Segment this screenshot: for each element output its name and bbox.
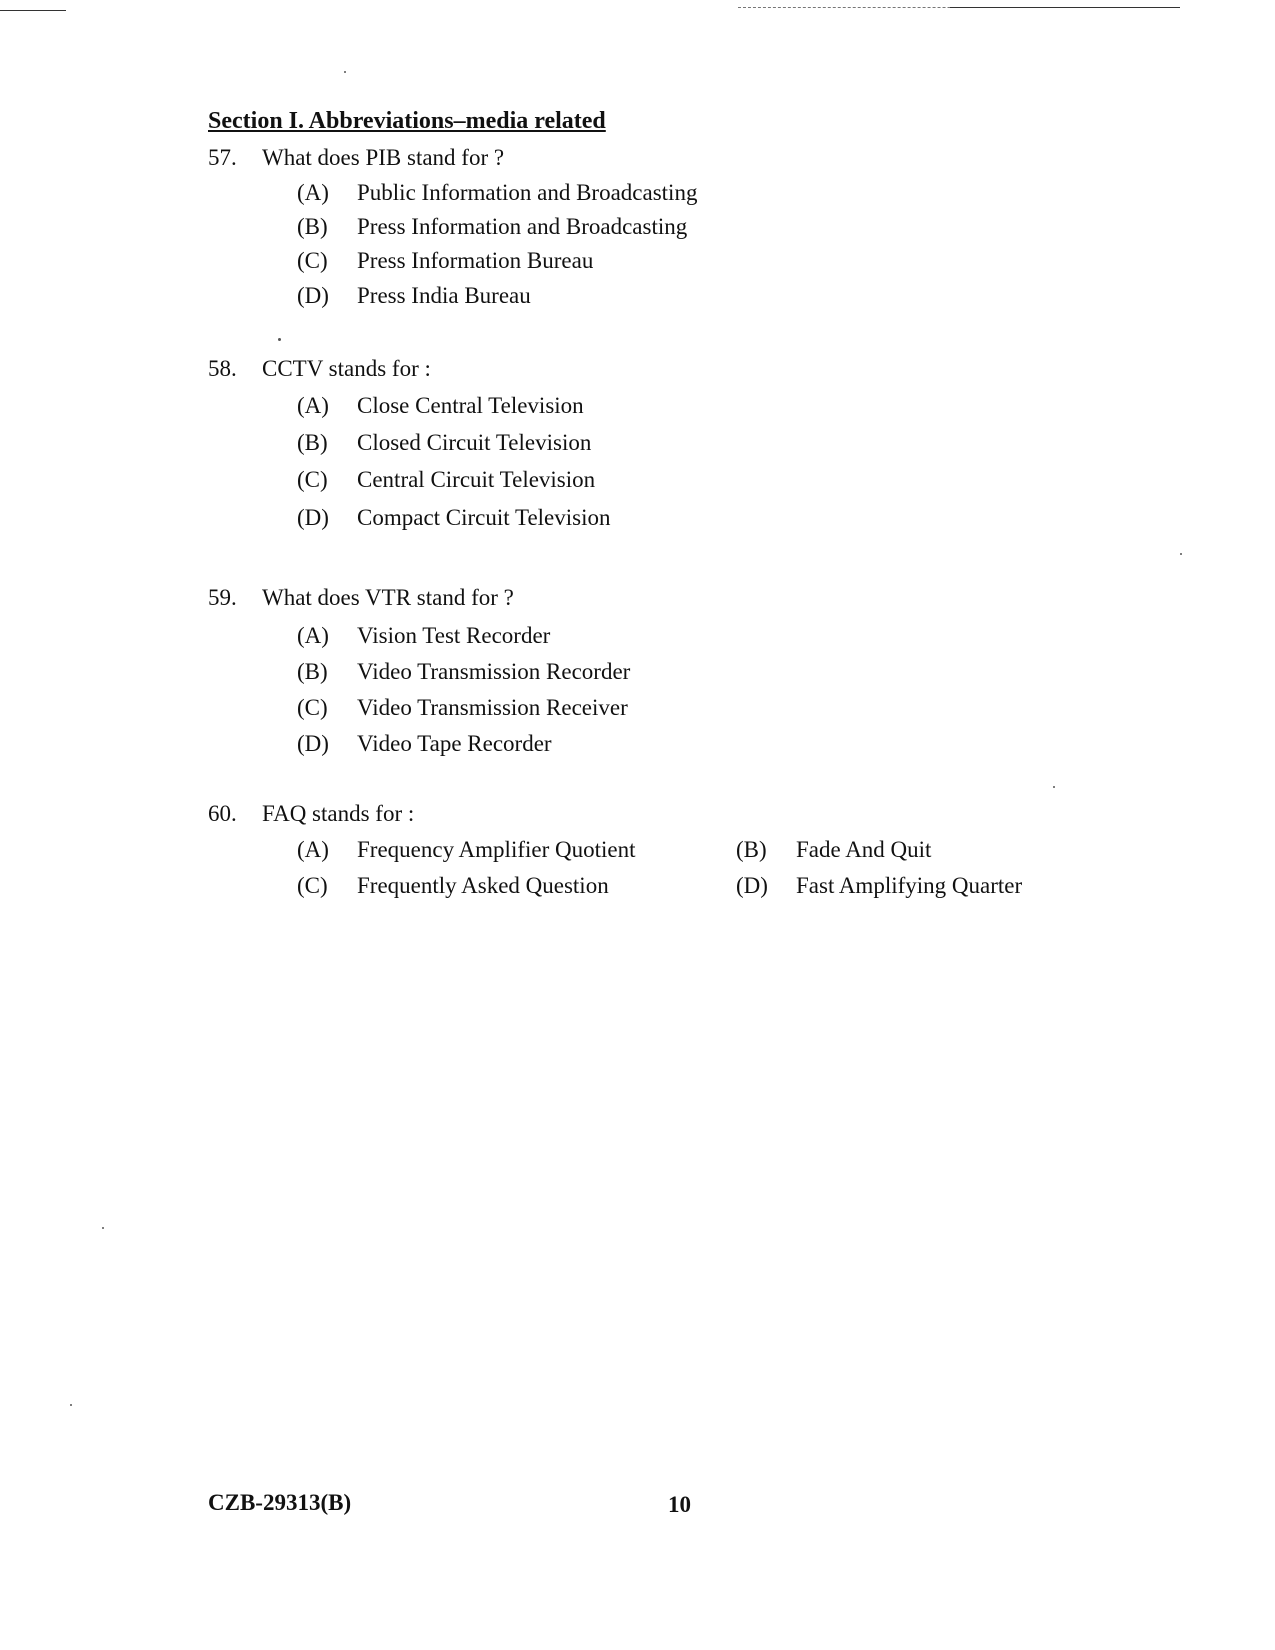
question-text: What does PIB stand for ?	[262, 145, 505, 170]
question-text: CCTV stands for :	[262, 356, 431, 381]
option-text: Closed Circuit Television	[357, 430, 592, 455]
footer-page-number: 10	[668, 1492, 691, 1517]
option-text: Press Information and Broadcasting	[357, 214, 688, 239]
option-text: Central Circuit Television	[357, 467, 596, 492]
option-text: Fast Amplifying Quarter	[796, 873, 1023, 898]
top-right-rule	[950, 7, 1180, 8]
option-58-a	[297, 393, 584, 419]
option-57-a	[297, 180, 697, 206]
option-text: Press Information Bureau	[357, 248, 594, 273]
footer-booklet-code: CZB-29313(B)	[208, 1490, 352, 1515]
option-label: (C)	[297, 695, 328, 720]
option-57-d	[297, 283, 531, 309]
option-label: (B)	[297, 430, 328, 455]
option-60-d	[736, 873, 1022, 899]
option-label: (C)	[297, 873, 328, 898]
option-text: Public Information and Broadcasting	[357, 180, 698, 205]
option-57-b	[297, 214, 687, 240]
option-59-b	[297, 659, 630, 685]
option-text: Frequently Asked Question	[357, 873, 609, 898]
question-57	[208, 145, 504, 171]
question-number: 57.	[208, 145, 237, 170]
option-text: Video Transmission Recorder	[357, 659, 631, 684]
option-label: (D)	[297, 731, 329, 756]
option-59-d	[297, 731, 552, 757]
option-60-c	[297, 873, 609, 899]
option-58-b	[297, 430, 591, 456]
option-text: Video Transmission Receiver	[357, 695, 628, 720]
question-number: 58.	[208, 356, 237, 381]
question-text: What does VTR stand for ?	[262, 585, 514, 610]
option-label: (D)	[297, 505, 329, 530]
option-label: (A)	[297, 837, 329, 862]
scan-speck	[1180, 553, 1182, 555]
scan-speck	[1053, 786, 1055, 788]
option-label: (A)	[297, 180, 329, 205]
option-60-b	[736, 837, 931, 863]
option-label: (A)	[297, 393, 329, 418]
option-text: Press India Bureau	[357, 283, 531, 308]
section-title: Section I. Abbreviations–media related	[208, 108, 606, 134]
option-text: Close Central Television	[357, 393, 584, 418]
option-text: Compact Circuit Television	[357, 505, 611, 530]
option-57-c	[297, 248, 593, 274]
option-label: (A)	[297, 623, 329, 648]
scan-speck	[102, 1227, 104, 1229]
scan-speck	[278, 338, 281, 341]
option-label: (D)	[736, 873, 768, 898]
top-left-rule	[0, 10, 66, 11]
option-59-a	[297, 623, 550, 649]
scan-speck	[70, 1404, 72, 1406]
option-label: (D)	[297, 283, 329, 308]
option-text: Frequency Amplifier Quotient	[357, 837, 636, 862]
question-number: 60.	[208, 801, 237, 826]
scan-speck	[344, 71, 346, 73]
option-text: Fade And Quit	[796, 837, 932, 862]
question-60	[208, 801, 414, 827]
option-text: Video Tape Recorder	[357, 731, 552, 756]
option-60-a	[297, 837, 636, 863]
option-label: (B)	[297, 214, 328, 239]
option-58-c	[297, 467, 595, 493]
option-text: Vision Test Recorder	[357, 623, 551, 648]
option-label: (B)	[736, 837, 767, 862]
question-text: FAQ stands for :	[262, 801, 415, 826]
question-58	[208, 356, 431, 382]
option-label: (B)	[297, 659, 328, 684]
option-59-c	[297, 695, 628, 721]
question-59	[208, 585, 514, 611]
option-label: (C)	[297, 248, 328, 273]
option-label: (C)	[297, 467, 328, 492]
question-number: 59.	[208, 585, 237, 610]
option-58-d	[297, 505, 610, 531]
